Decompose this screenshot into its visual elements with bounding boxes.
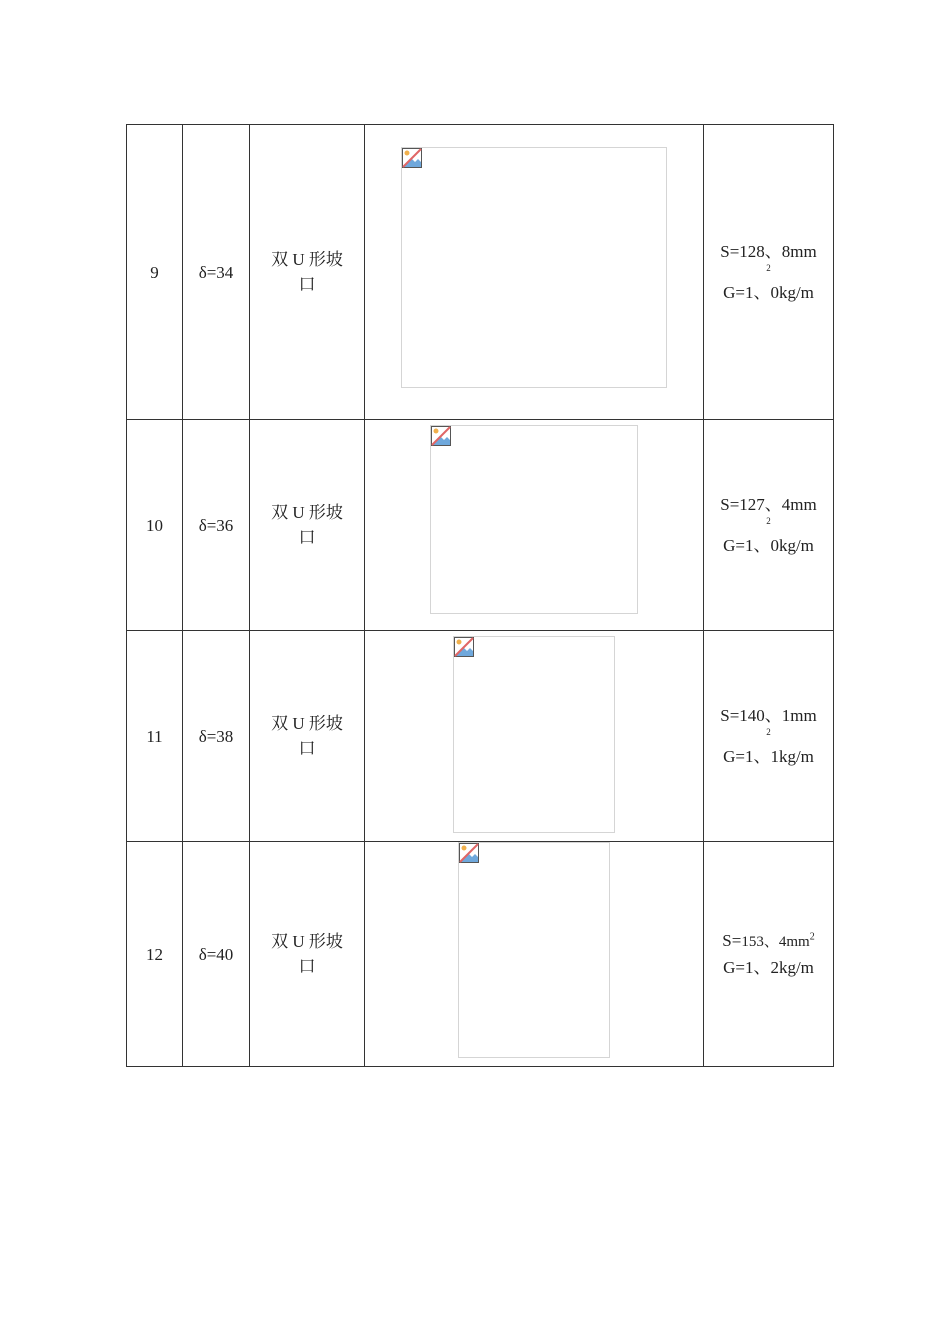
broken-image-icon <box>454 637 474 657</box>
groove-properties <box>704 125 834 420</box>
unit-weight: G=1、2kg/m <box>723 958 814 977</box>
row-number: 12 <box>127 842 183 1067</box>
area-unit-superscript: 2 <box>766 727 771 737</box>
unit-weight: G=1、1kg/m <box>723 747 814 766</box>
groove-image <box>430 425 638 614</box>
unit-weight: G=1、0kg/m <box>723 283 814 302</box>
cross-section-area: S=140、1mm <box>720 706 817 725</box>
groove-image-cell <box>365 125 704 420</box>
cross-section-area <box>704 928 833 955</box>
groove-type <box>250 420 365 631</box>
groove-properties <box>704 631 834 842</box>
groove-type <box>250 631 365 842</box>
cross-section-area: S=128、8mm <box>720 242 817 261</box>
groove-image <box>401 147 667 388</box>
groove-type-label: 双 U 形坡口 <box>271 714 343 758</box>
broken-image-icon <box>431 426 451 446</box>
table-row <box>127 125 834 420</box>
table-row <box>127 842 834 1067</box>
area-prefix: S= <box>722 931 742 950</box>
groove-type <box>250 842 365 1067</box>
table-row <box>127 631 834 842</box>
area-suffix: 、4mm <box>763 934 810 950</box>
area-unit-superscript: 2 <box>766 263 771 273</box>
groove-image <box>453 636 615 833</box>
plate-thickness: δ=40 <box>183 842 250 1067</box>
plate-thickness: δ=34 <box>183 125 250 420</box>
plate-thickness: δ=36 <box>183 420 250 631</box>
groove-type <box>250 125 365 420</box>
area-number: 153 <box>741 934 764 950</box>
cross-section-area: S=127、4mm <box>720 495 817 514</box>
groove-table <box>126 124 834 1067</box>
groove-image-cell <box>365 420 704 631</box>
row-number: 11 <box>127 631 183 842</box>
table-row <box>127 420 834 631</box>
plate-thickness: δ=38 <box>183 631 250 842</box>
area-unit-superscript: 2 <box>809 931 815 943</box>
groove-image-cell <box>365 631 704 842</box>
row-number: 10 <box>127 420 183 631</box>
unit-weight: G=1、0kg/m <box>723 536 814 555</box>
groove-type-label: 双 U 形坡口 <box>271 250 343 294</box>
broken-image-icon <box>459 843 479 863</box>
broken-image-icon <box>402 148 422 168</box>
groove-type-label: 双 U 形坡口 <box>271 503 343 547</box>
row-number: 9 <box>127 125 183 420</box>
area-unit-superscript: 2 <box>766 516 771 526</box>
groove-properties <box>704 420 834 631</box>
groove-properties <box>704 842 834 1067</box>
groove-type-label: 双 U 形坡口 <box>271 932 343 976</box>
groove-image-cell <box>365 842 704 1067</box>
groove-image <box>458 842 610 1058</box>
